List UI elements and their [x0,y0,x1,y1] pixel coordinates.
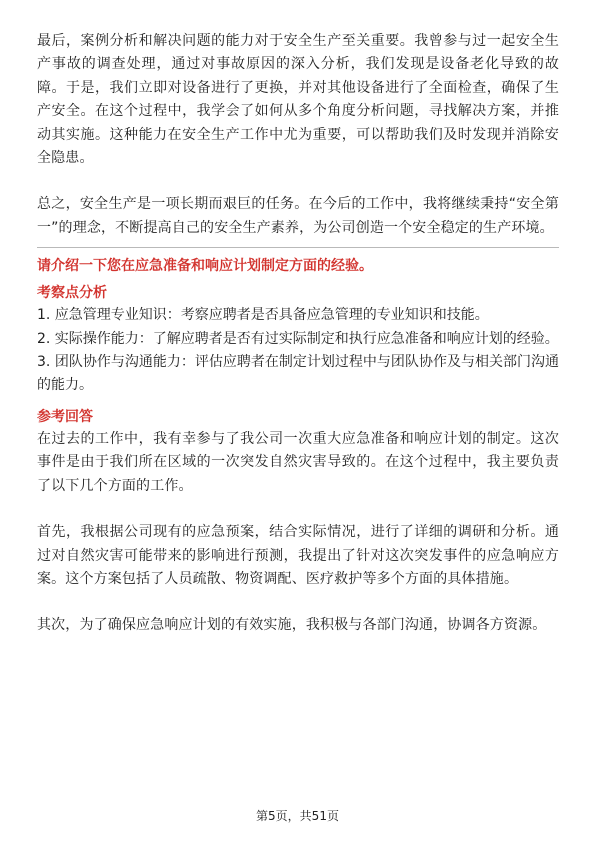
section-divider [37,247,559,248]
analysis-item-2: 2. 实际操作能力：了解应聘者是否有过实际制定和执行应急准备和响应计划的经验。 [37,330,559,347]
page-footer [0,808,595,824]
page-content [37,30,559,638]
answer-heading: 参考回答 [37,408,93,425]
answer-paragraph-1: 在过去的工作中，我有幸参与了我公司一次重大应急准备和响应计划的制定。这次事件是由于我们所在区域的一次突发自然灾害导致的。在这个过程中，我主要负责了以下几个方面的工作。 [37,430,559,494]
analysis-item-1: 1. 应急管理专业知识：考察应聘者是否具备应急管理的专业知识和技能。 [37,307,489,324]
paragraph-spacer [37,170,559,193]
interview-question: 请介绍一下您在应急准备和响应计划制定方面的经验。 [37,258,373,275]
analysis-item-3: 3. 团队协作与沟通能力：评估应聘者在制定计划过程中与团队协作及与相关部门沟通的能力。 [37,354,559,394]
analysis-heading: 考察点分析 [37,285,107,302]
paragraph-spacer [37,591,559,614]
answer-paragraph-2: 首先，我根据公司现有的应急预案，结合实际情况，进行了详细的调研和分析。通过对自然灾害可能带来的影响进行预测，我提出了针对这次突发事件的应急响应方案。这个方案包括了人员疏散、物资调配、医疗救护等多个方面的具体措施。 [37,524,559,587]
intro-paragraph-1: 最后，案例分析和解决问题的能力对于安全生产至关重要。我曾参与过一起安全生产事故的调查处理，通过对事故原因的深入分析，我们发现是设备老化导致的故障。于是，我们立即对设备进行了更换，并对其他设备进行了全面检查，确保了生产安全。在这个过程中，我学会了如何从多个角度分析问题，寻找解决方案，并推动其实施。这种能力在安全生产工作中尤为重要，可以帮助我们及时发现并消除安全隐患。 [37,33,559,167]
page-number-label: 第5页，共51页 [256,809,339,823]
intro-paragraph-2: 总之，安全生产是一项长期而艰巨的任务。在今后的工作中，我将继续秉持“安全第一”的理念，不断提高自己的安全生产素养，为公司创造一个安全稳定的生产环境。 [37,196,559,236]
answer-paragraph-3: 其次，为了确保应急响应计划的有效实施，我积极与各部门沟通，协调各方资源。 [37,617,547,634]
paragraph-spacer [37,498,559,521]
